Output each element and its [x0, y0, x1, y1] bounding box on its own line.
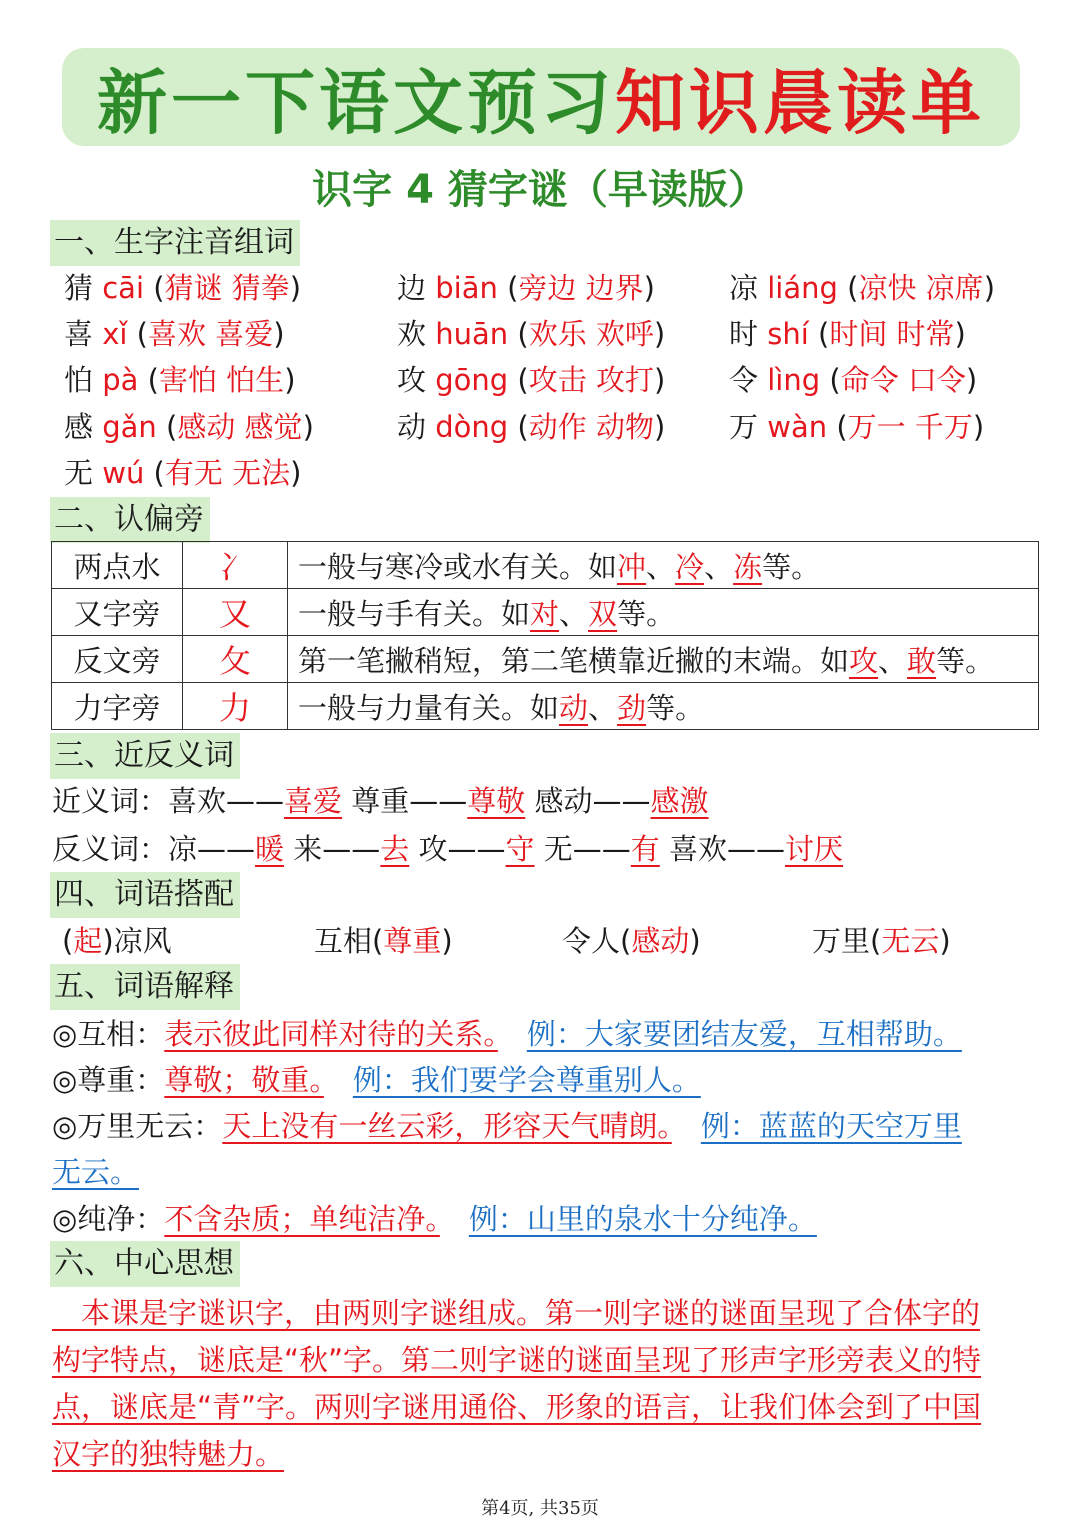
collocation-prefix: ( — [62, 924, 74, 958]
character-entry: 怕 pà (害怕 怕生) — [64, 363, 296, 397]
explanation-example: 例：蓝蓝的天空万里 — [700, 1109, 962, 1143]
word-group: 时间 时常 — [829, 317, 955, 351]
word-group: 感动 感觉 — [177, 410, 303, 444]
example-character: 冻 — [733, 549, 763, 584]
character: 令 — [729, 363, 759, 397]
center-idea-text: 本课是字谜识字，由两则字谜组成。第一则字谜的谜面呈现了合体字的 — [52, 1296, 981, 1330]
radical-row — [52, 542, 1039, 589]
page-footer: 第4页, 共35页 — [481, 1498, 599, 1519]
character: 无 — [64, 456, 94, 490]
word-group: 攻击 攻打 — [528, 363, 654, 397]
antonym-row — [52, 829, 843, 869]
collocation-item — [562, 921, 701, 961]
explanation-entry — [52, 1196, 817, 1242]
word-group: 命令 口令 — [840, 363, 966, 397]
antonyms-answer: 讨厌 — [785, 832, 844, 866]
center-idea-text: 汉字的独特魅力。 — [52, 1437, 285, 1471]
lesson-subtitle: 识字 4 猜字谜（早读版） — [312, 167, 768, 213]
center-idea-line — [52, 1290, 1032, 1337]
antonyms-answer: 去 — [380, 832, 410, 866]
radical-desc-text: 第一笔撇稍短，第二笔横靠近撇的末端。如 — [298, 643, 850, 678]
pinyin: huān — [435, 317, 509, 351]
radical-symbol: 冫 — [183, 542, 288, 589]
collocation-fill: 感动 — [631, 924, 690, 958]
radical-row — [52, 683, 1039, 730]
word-group: 欢乐 欢呼 — [528, 317, 654, 351]
example-character: 双 — [588, 596, 618, 631]
radical-description: 第一笔撇稍短，第二笔横靠近撇的末端。如攻、敢等。 — [288, 636, 1039, 683]
synonyms-answer: 尊敬 — [467, 784, 526, 818]
explanation-example: 例：大家要团结友爱，互相帮助。 — [526, 1017, 962, 1051]
collocation-prefix: 万里( — [812, 924, 882, 958]
antonyms-word: 凉—— — [168, 832, 256, 866]
explanation-entry — [52, 1103, 962, 1149]
character: 动 — [397, 410, 427, 444]
example-character: 冷 — [675, 549, 705, 584]
example-character: 劲 — [617, 690, 647, 725]
character-entry: 感 gǎn (感动 感觉) — [64, 410, 314, 444]
center-idea-text: 点，谜底是“青”字。两则字谜用通俗、形象的语言，让我们体会到了中国 — [52, 1390, 982, 1424]
section-heading-2: 二、认偏旁 — [50, 497, 210, 543]
radical-name: 两点水 — [52, 542, 183, 589]
section-heading-5: 五、词语解释 — [50, 964, 240, 1010]
pinyin: gǎn — [102, 410, 157, 444]
character-entry: 攻 gōng (攻击 攻打) — [397, 363, 666, 397]
pinyin: lìng — [767, 363, 821, 397]
character: 欢 — [397, 317, 427, 351]
title-banner — [62, 48, 1020, 146]
explanation-continuation — [52, 1149, 139, 1195]
pinyin: gōng — [435, 363, 509, 397]
explanation-term: ◎尊重： — [52, 1063, 165, 1097]
radical-table — [51, 541, 1039, 730]
explanation-example: 例：我们要学会尊重别人。 — [352, 1063, 701, 1097]
character: 时 — [729, 317, 759, 351]
title-red: 知识晨读单 — [615, 60, 985, 144]
pinyin: wàn — [767, 410, 828, 444]
character: 猜 — [64, 271, 94, 305]
radical-desc-text: 一般与寒冷或水有关。如 — [298, 549, 618, 584]
example-character: 敢 — [907, 643, 937, 678]
pinyin: dòng — [435, 410, 509, 444]
word-group: 凉快 凉席 — [858, 271, 984, 305]
radical-symbol: 攵 — [183, 636, 288, 683]
character-entry: 边 biān (旁边 边界) — [397, 271, 655, 305]
center-idea-text: 构字特点，谜底是“秋”字。第二则字谜的谜面呈现了形声字形旁表义的特 — [52, 1343, 982, 1377]
character-entry: 万 wàn (万一 千万) — [729, 410, 985, 444]
radical-name: 力字旁 — [52, 683, 183, 730]
synonyms-label: 近义词： — [52, 784, 169, 818]
radical-desc-text: 一般与力量有关。如 — [298, 690, 560, 725]
synonyms-word: 尊重—— — [351, 784, 468, 818]
word-group: 万一 千万 — [847, 410, 973, 444]
explanation-meaning: 不含杂质；单纯洁净。 — [164, 1202, 440, 1236]
character-entry: 动 dòng (动作 动物) — [397, 410, 666, 444]
character: 怕 — [64, 363, 94, 397]
collocation-suffix: ) — [939, 924, 951, 958]
character-entry: 喜 xǐ (喜欢 喜爱) — [64, 317, 285, 351]
synonyms-answer: 喜爱 — [284, 784, 343, 818]
character-entry: 凉 liáng (凉快 凉席) — [729, 271, 996, 305]
section-heading-6: 六、中心思想 — [50, 1241, 240, 1287]
explanation-term: ◎互相： — [52, 1017, 165, 1051]
antonyms-answer: 有 — [630, 832, 660, 866]
center-idea-paragraph — [52, 1290, 1032, 1478]
example-character: 攻 — [849, 643, 879, 678]
character-entry: 欢 huān (欢乐 欢呼) — [397, 317, 666, 351]
pinyin: wú — [102, 456, 145, 490]
explanation-term: ◎纯净： — [52, 1202, 165, 1236]
word-group: 喜欢 喜爱 — [148, 317, 274, 351]
center-idea-line — [52, 1431, 1032, 1478]
character-entry: 无 wú (有无 无法) — [64, 456, 302, 490]
antonyms-answer: 守 — [505, 832, 535, 866]
synonyms-answer: 感激 — [650, 784, 709, 818]
antonyms-word: 来—— — [293, 832, 381, 866]
collocation-suffix: ) — [689, 924, 701, 958]
example-character: 对 — [530, 596, 560, 631]
pinyin: shí — [767, 317, 809, 351]
radical-desc-end: 等。 — [617, 596, 676, 631]
character: 边 — [397, 271, 427, 305]
radical-desc-end: 等。 — [936, 643, 995, 678]
section-heading-4: 四、词语搭配 — [50, 872, 240, 918]
word-group: 动作 动物 — [528, 410, 654, 444]
character: 凉 — [729, 271, 759, 305]
collocation-fill: 尊重 — [383, 924, 442, 958]
radical-description: 一般与力量有关。如动、劲等。 — [288, 683, 1039, 730]
radical-symbol: 又 — [183, 589, 288, 636]
collocation-item — [314, 921, 453, 961]
radical-row — [52, 636, 1039, 683]
radical-name: 反文旁 — [52, 636, 183, 683]
radical-row — [52, 589, 1039, 636]
pinyin: pà — [102, 363, 139, 397]
explanation-meaning: 天上没有一丝云彩，形容天气晴朗。 — [222, 1109, 672, 1143]
character-entry: 猜 cāi (猜谜 猜拳) — [64, 271, 302, 305]
antonyms-word: 喜欢—— — [669, 832, 786, 866]
antonyms-answer: 暖 — [255, 832, 285, 866]
radical-symbol: 力 — [183, 683, 288, 730]
collocation-fill: 起 — [73, 924, 103, 958]
antonyms-word: 无—— — [543, 832, 631, 866]
collocation-prefix: 令人( — [562, 924, 632, 958]
explanation-example-cont: 无云。 — [52, 1155, 140, 1189]
word-group: 旁边 边界 — [518, 271, 644, 305]
pinyin: biān — [435, 271, 498, 305]
character-entry: 时 shí (时间 时常) — [729, 317, 966, 351]
section-heading-3: 三、近反义词 — [50, 733, 240, 779]
synonyms-word: 喜欢—— — [168, 784, 285, 818]
radical-description: 一般与手有关。如对、双等。 — [288, 589, 1039, 636]
word-group: 有无 无法 — [164, 456, 291, 490]
radical-desc-end: 等。 — [762, 549, 821, 584]
example-character: 冲 — [617, 549, 647, 584]
explanation-entry — [52, 1057, 701, 1103]
explanation-entry — [52, 1011, 962, 1057]
collocation-suffix: ) — [441, 924, 453, 958]
radical-desc-text: 一般与手有关。如 — [298, 596, 531, 631]
character: 喜 — [64, 317, 94, 351]
explanation-meaning: 尊敬；敬重。 — [164, 1063, 324, 1097]
synonym-row — [52, 781, 709, 821]
character-entry: 令 lìng (命令 口令) — [729, 363, 978, 397]
collocation-suffix: )凉风 — [102, 924, 172, 958]
radical-desc-end: 等。 — [646, 690, 705, 725]
radical-description: 一般与寒冷或水有关。如冲、冷、冻等。 — [288, 542, 1039, 589]
character: 攻 — [397, 363, 427, 397]
collocation-prefix: 互相( — [314, 924, 384, 958]
character: 万 — [729, 410, 759, 444]
pinyin: cāi — [102, 271, 145, 305]
section-heading-1: 一、生字注音组词 — [50, 220, 300, 266]
antonyms-label: 反义词： — [52, 832, 169, 866]
center-idea-line — [52, 1337, 1032, 1384]
title-green: 新一下语文预习 — [97, 60, 615, 144]
explanation-example: 例：山里的泉水十分纯净。 — [468, 1202, 817, 1236]
collocation-item — [62, 921, 172, 961]
character: 感 — [64, 410, 94, 444]
collocation-item — [812, 921, 951, 961]
synonyms-word: 感动—— — [534, 784, 651, 818]
radical-name: 又字旁 — [52, 589, 183, 636]
word-group: 猜谜 猜拳 — [164, 271, 290, 305]
example-character: 动 — [559, 690, 589, 725]
explanation-term: ◎万里无云： — [52, 1109, 223, 1143]
center-idea-line — [52, 1384, 1032, 1431]
word-group: 害怕 怕生 — [158, 363, 285, 397]
pinyin: xǐ — [102, 317, 128, 351]
collocation-fill: 无云 — [881, 924, 940, 958]
explanation-meaning: 表示彼此同样对待的关系。 — [164, 1017, 498, 1051]
antonyms-word: 攻—— — [418, 832, 506, 866]
pinyin: liáng — [767, 271, 838, 305]
